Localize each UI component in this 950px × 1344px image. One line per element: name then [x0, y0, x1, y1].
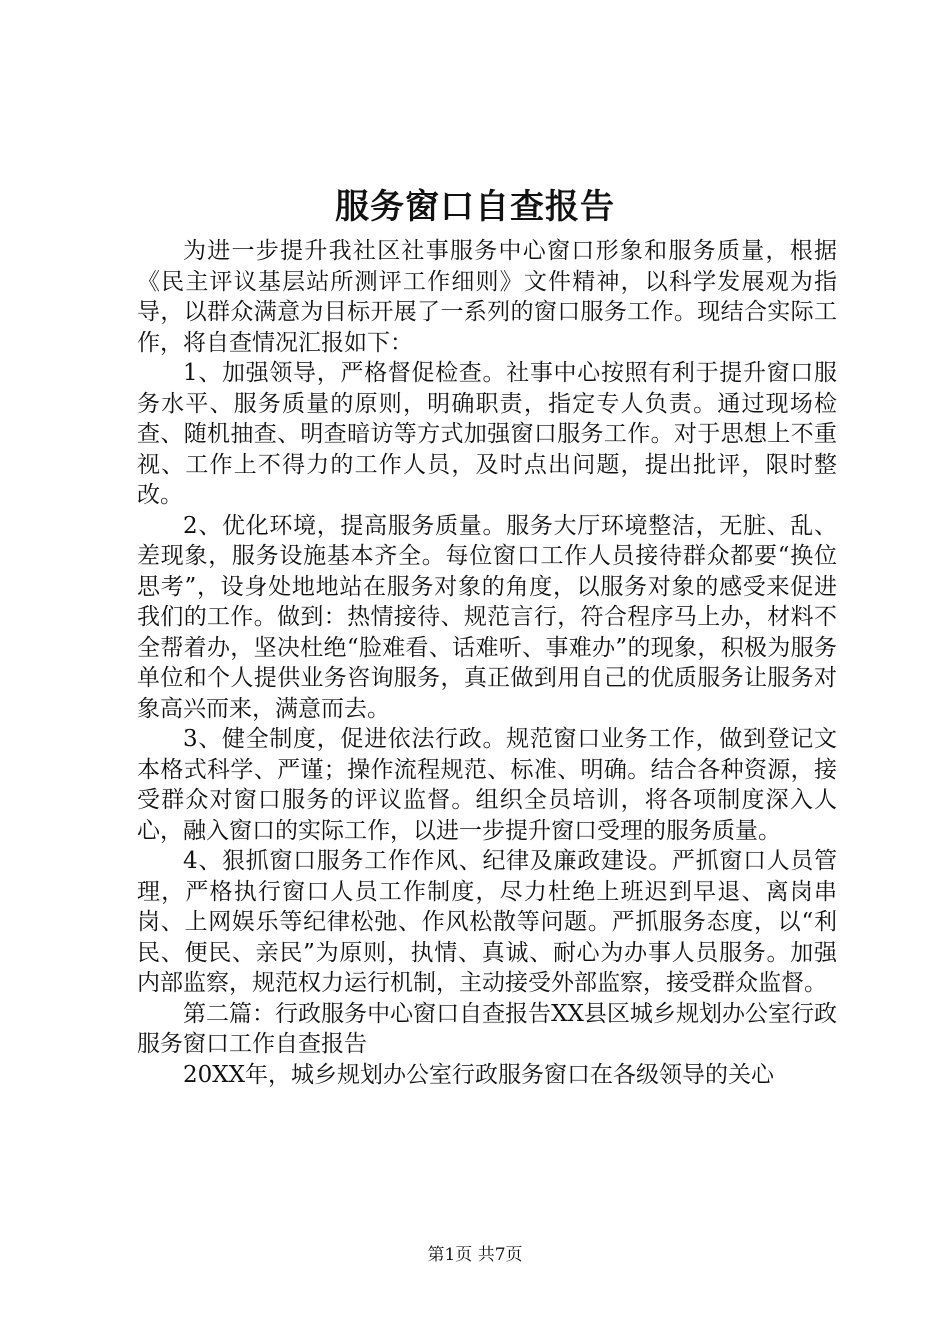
paragraph-item-4: 4、狠抓窗口服务工作作风、纪律及廉政建设。严抓窗口人员管理，严格执行窗口人员工作制度，尽力杜绝上班迟到早退、离岗串岗、上网娱乐等纪律松弛、作风松散等问题。严抓服务态度，以“利民、便民、亲民”为原则，执情、真诚、耐心为办事人员服务。加强内部监察，规范权力运行机制，主动接受外部监察，接受群众监督。: [137, 848, 837, 996]
document-title: 服务窗口自查报告: [335, 187, 615, 227]
paragraph-second-part-heading: 第二篇：行政服务中心窗口自查报告XX县区城乡规划办公室行政服务窗口工作自查报告: [137, 1000, 837, 1057]
paragraph-item-1: 1、加强领导，严格督促检查。社事中心按照有利于提升窗口服务水平、服务质量的原则，明确职责，指定专人负责。通过现场检查、随机抽查、明查暗访等方式加强窗口服务工作。对于思想上不重视、工作上不得力的工作人员，及时点出问题，提出批评，限时整改。: [137, 360, 837, 508]
paragraph-item-3: 3、健全制度，促进依法行政。规范窗口业务工作，做到登记文本格式科学、严谨；操作流程规范、标准、明确。结合各种资源，接受群众对窗口服务的评议监督。组织全员培训，将各项制度深入人心，融入窗口的实际工作，以进一步提升窗口受理的服务质量。: [137, 726, 837, 844]
page-number-footer: 第1页 共7页: [427, 1245, 523, 1265]
paragraph-item-2: 2、优化环境，提高服务质量。服务大厅环境整洁，无脏、乱、差现象，服务设施基本齐全。每位窗口工作人员接待群众都要“换位思考”，设身处地地站在服务对象的角度，以服务对象的感受来促进我们的工作。做到：热情接待、规范言行，符合程序马上办，材料不全帮着办，坚决杜绝“脸难看、话难听、事难办”的现象，积极为服务单位和个人提供业务咨询服务，真正做到用自己的优质服务让服务对象高兴而来，满意而去。: [137, 512, 837, 722]
document-body: [137, 236, 837, 1090]
paragraph-second-part-start: 20XX年，城乡规划办公室行政服务窗口在各级领导的关心: [183, 1061, 775, 1088]
paragraph-intro: 为进一步提升我社区社事服务中心窗口形象和服务质量，根据《民主评议基层站所测评工作细则》文件精神，以科学发展观为指导，以群众满意为目标开展了一系列的窗口服务工作。现结合实际工作，将自查情况汇报如下：: [137, 238, 837, 356]
